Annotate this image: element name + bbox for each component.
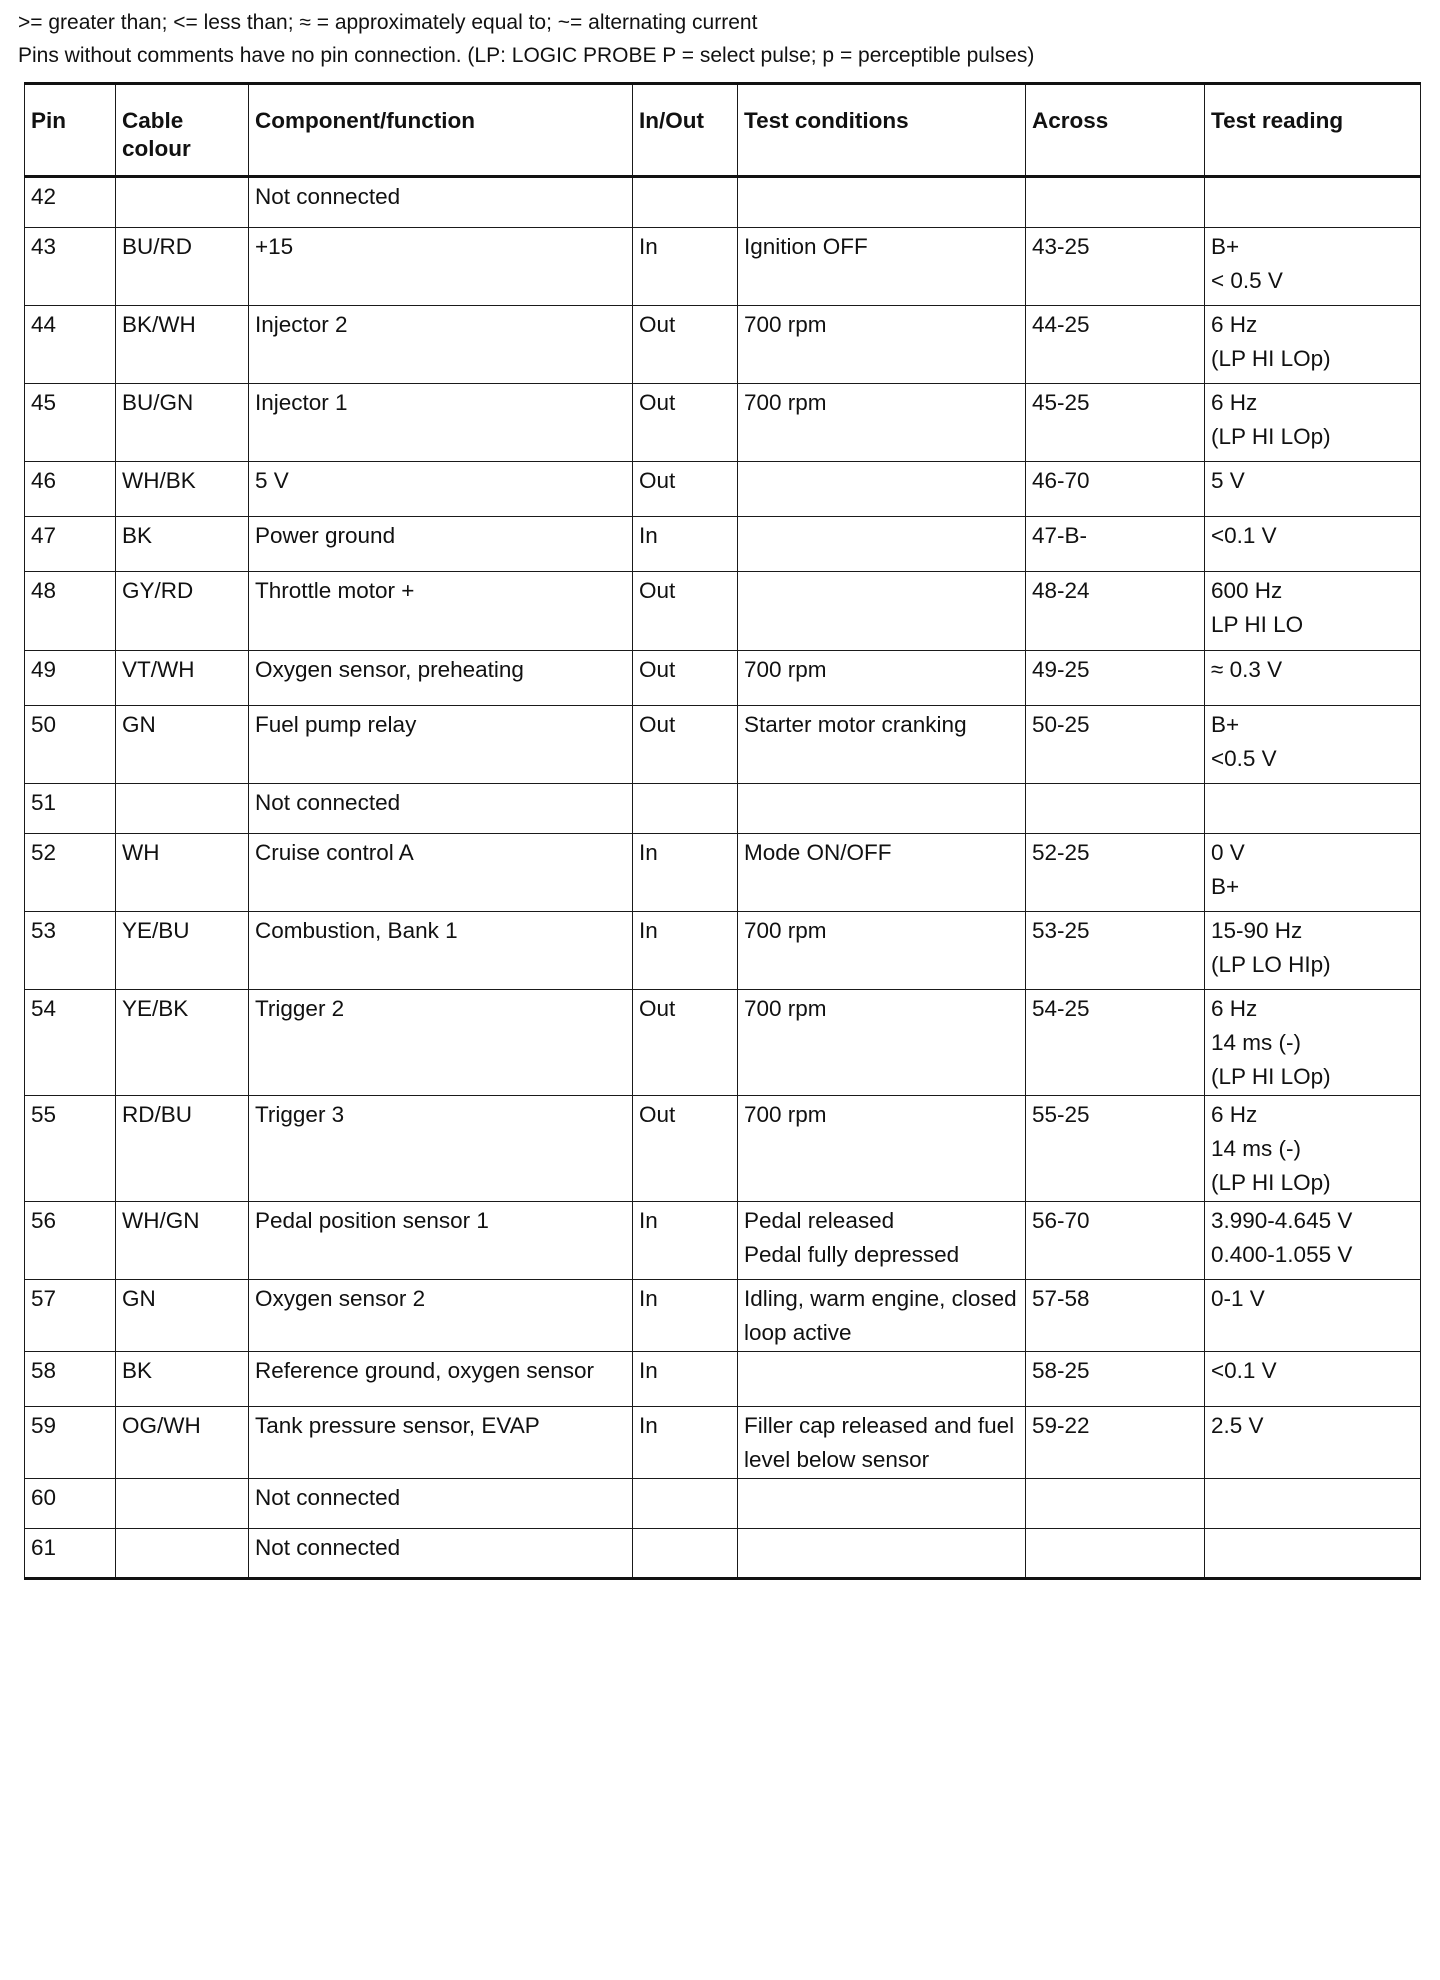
cell-test-conditions	[738, 784, 1026, 834]
cell-pin: 48	[25, 572, 116, 651]
cell-pin: 52	[25, 834, 116, 912]
cell-test-conditions	[738, 834, 1026, 912]
cell-in-out: Out	[633, 1096, 738, 1202]
cell-test-conditions	[738, 912, 1026, 990]
cell-test-reading	[1205, 1352, 1421, 1407]
cell-across: 59-22	[1026, 1407, 1205, 1479]
cell-cable-colour: GN	[116, 706, 249, 784]
cell-test-reading-line: 5 V	[1211, 468, 1245, 493]
cell-test-conditions-line: 700 rpm	[744, 918, 827, 943]
cell-in-out: Out	[633, 990, 738, 1096]
cell-test-reading-line: (LP HI LOp)	[1211, 1064, 1331, 1089]
cell-test-reading-line: 14 ms (-)	[1211, 1030, 1301, 1055]
table-row	[25, 177, 1421, 228]
cell-in-out: In	[633, 834, 738, 912]
cell-cable-colour	[116, 177, 249, 228]
cell-pin: 42	[25, 177, 116, 228]
cell-cable-colour: WH/GN	[116, 1202, 249, 1280]
cell-in-out: Out	[633, 572, 738, 651]
cell-cable-colour: BK	[116, 1352, 249, 1407]
cell-across: 45-25	[1026, 384, 1205, 462]
cell-across: 49-25	[1026, 651, 1205, 706]
cell-pin: 50	[25, 706, 116, 784]
cell-test-reading	[1205, 784, 1421, 834]
cell-across	[1026, 177, 1205, 228]
cell-across	[1026, 1479, 1205, 1529]
cell-cable-colour: BU/GN	[116, 384, 249, 462]
cell-across	[1026, 784, 1205, 834]
cell-cable-colour	[116, 1479, 249, 1529]
header-cable-colour: Cable colour	[116, 84, 249, 177]
cell-across: 50-25	[1026, 706, 1205, 784]
cell-test-reading	[1205, 1529, 1421, 1579]
cell-test-reading-line: LP HI LO	[1211, 612, 1304, 637]
cell-component: Combustion, Bank 1	[249, 912, 633, 990]
cell-test-reading-line: 6 Hz	[1211, 996, 1258, 1021]
cell-test-conditions	[738, 1529, 1026, 1579]
table-row	[25, 1352, 1421, 1407]
cell-component: 5 V	[249, 462, 633, 517]
table-row	[25, 912, 1421, 990]
cell-test-reading-line: B+	[1211, 874, 1240, 899]
cell-across: 53-25	[1026, 912, 1205, 990]
legend-abbreviations: >= greater than; <= less than; ≈ = approximately equal to; ~= alternating current	[18, 11, 758, 34]
cell-across: 56-70	[1026, 1202, 1205, 1280]
cell-cable-colour: VT/WH	[116, 651, 249, 706]
cell-test-conditions-line: 700 rpm	[744, 657, 827, 682]
cell-component: Reference ground, oxygen sensor	[249, 1352, 633, 1407]
cell-test-conditions-line: Mode ON/OFF	[744, 840, 892, 865]
cell-component: Throttle motor +	[249, 572, 633, 651]
table-row	[25, 517, 1421, 572]
cell-pin: 57	[25, 1280, 116, 1352]
cell-in-out	[633, 784, 738, 834]
cell-component: Pedal position sensor 1	[249, 1202, 633, 1280]
cell-across: 43-25	[1026, 228, 1205, 306]
cell-test-reading-line: (LP HI LOp)	[1211, 346, 1331, 371]
header-test-conditions: Test conditions	[738, 84, 1026, 177]
cell-test-reading	[1205, 1479, 1421, 1529]
cell-pin: 43	[25, 228, 116, 306]
cell-test-conditions-line: 700 rpm	[744, 312, 827, 337]
pin-table	[24, 82, 1421, 1580]
cell-pin: 53	[25, 912, 116, 990]
cell-test-conditions	[738, 1280, 1026, 1352]
cell-cable-colour: YE/BU	[116, 912, 249, 990]
cell-pin: 59	[25, 1407, 116, 1479]
cell-test-reading	[1205, 706, 1421, 784]
cell-pin: 44	[25, 306, 116, 384]
header-in-out: In/Out	[633, 84, 738, 177]
cell-pin: 61	[25, 1529, 116, 1579]
cell-component: Oxygen sensor, preheating	[249, 651, 633, 706]
cell-in-out: Out	[633, 306, 738, 384]
cell-test-reading	[1205, 177, 1421, 228]
cell-in-out: In	[633, 1352, 738, 1407]
legend	[18, 6, 1418, 72]
cell-across	[1026, 1529, 1205, 1579]
cell-test-conditions	[738, 384, 1026, 462]
table-row	[25, 1407, 1421, 1479]
cell-test-reading-line: 3.990-4.645 V	[1211, 1208, 1353, 1233]
cell-across: 48-24	[1026, 572, 1205, 651]
cell-component: Oxygen sensor 2	[249, 1280, 633, 1352]
cell-in-out: Out	[633, 384, 738, 462]
table-row	[25, 990, 1421, 1096]
cell-across: 44-25	[1026, 306, 1205, 384]
cell-pin: 55	[25, 1096, 116, 1202]
cell-cable-colour	[116, 1529, 249, 1579]
cell-component: Cruise control A	[249, 834, 633, 912]
cell-in-out: Out	[633, 706, 738, 784]
table-row	[25, 1202, 1421, 1280]
header-test-reading: Test reading	[1205, 84, 1421, 177]
pin-table-header	[25, 84, 1421, 177]
table-row	[25, 651, 1421, 706]
cell-in-out	[633, 1529, 738, 1579]
cell-test-conditions	[738, 462, 1026, 517]
cell-test-reading	[1205, 990, 1421, 1096]
cell-test-reading-line: 0 V	[1211, 840, 1245, 865]
cell-component: Not connected	[249, 177, 633, 228]
cell-cable-colour: GY/RD	[116, 572, 249, 651]
cell-test-conditions-line: Ignition OFF	[744, 234, 868, 259]
cell-across: 46-70	[1026, 462, 1205, 517]
header-component: Component/function	[249, 84, 633, 177]
cell-component: Injector 2	[249, 306, 633, 384]
cell-across: 57-58	[1026, 1280, 1205, 1352]
cell-in-out: In	[633, 517, 738, 572]
cell-test-reading	[1205, 1096, 1421, 1202]
cell-in-out	[633, 1479, 738, 1529]
cell-cable-colour: BU/RD	[116, 228, 249, 306]
cell-test-reading	[1205, 912, 1421, 990]
table-row	[25, 834, 1421, 912]
cell-test-reading-line: (LP LO HIp)	[1211, 952, 1331, 977]
cell-test-reading-line: 14 ms (-)	[1211, 1136, 1301, 1161]
cell-in-out: In	[633, 1407, 738, 1479]
table-row	[25, 384, 1421, 462]
cell-pin: 46	[25, 462, 116, 517]
cell-test-reading-line: 2.5 V	[1211, 1413, 1264, 1438]
cell-in-out: In	[633, 1280, 738, 1352]
cell-test-conditions	[738, 228, 1026, 306]
cell-test-reading-line: 600 Hz	[1211, 578, 1283, 603]
cell-component: Fuel pump relay	[249, 706, 633, 784]
cell-pin: 47	[25, 517, 116, 572]
cell-test-reading-line: 6 Hz	[1211, 390, 1258, 415]
table-row	[25, 306, 1421, 384]
cell-test-reading-line: <0.5 V	[1211, 746, 1277, 771]
cell-test-conditions	[738, 706, 1026, 784]
cell-component: +15	[249, 228, 633, 306]
cell-test-reading	[1205, 834, 1421, 912]
cell-cable-colour: GN	[116, 1280, 249, 1352]
cell-test-conditions	[738, 1202, 1026, 1280]
cell-pin: 51	[25, 784, 116, 834]
cell-component: Trigger 2	[249, 990, 633, 1096]
header-pin: Pin	[25, 84, 116, 177]
cell-test-reading	[1205, 1202, 1421, 1280]
cell-component: Injector 1	[249, 384, 633, 462]
cell-cable-colour: RD/BU	[116, 1096, 249, 1202]
cell-test-conditions	[738, 517, 1026, 572]
cell-test-reading	[1205, 384, 1421, 462]
cell-across: 52-25	[1026, 834, 1205, 912]
cell-test-reading-line: B+	[1211, 712, 1240, 737]
cell-component: Tank pressure sensor, EVAP	[249, 1407, 633, 1479]
cell-test-reading-line: 15-90 Hz	[1211, 918, 1303, 943]
cell-cable-colour: BK	[116, 517, 249, 572]
cell-test-reading-line: 6 Hz	[1211, 1102, 1258, 1127]
cell-test-conditions	[738, 990, 1026, 1096]
cell-pin: 60	[25, 1479, 116, 1529]
cell-test-reading	[1205, 572, 1421, 651]
cell-test-reading-line: <0.1 V	[1211, 523, 1277, 548]
cell-component: Trigger 3	[249, 1096, 633, 1202]
cell-test-conditions	[738, 177, 1026, 228]
cell-test-conditions	[738, 306, 1026, 384]
cell-component: Not connected	[249, 1529, 633, 1579]
table-row	[25, 784, 1421, 834]
table-row	[25, 1479, 1421, 1529]
cell-across: 55-25	[1026, 1096, 1205, 1202]
cell-across: 47-B-	[1026, 517, 1205, 572]
cell-test-conditions-line: Pedal released	[744, 1208, 895, 1233]
cell-test-conditions-line: 700 rpm	[744, 1102, 827, 1127]
header-row	[25, 84, 1421, 177]
cell-test-reading	[1205, 517, 1421, 572]
table-row	[25, 1280, 1421, 1352]
cell-component: Power ground	[249, 517, 633, 572]
cell-test-reading-line: (LP HI LOp)	[1211, 1170, 1331, 1195]
cell-component: Not connected	[249, 784, 633, 834]
cell-test-conditions-line: Starter motor cranking	[744, 712, 967, 737]
cell-in-out: Out	[633, 651, 738, 706]
cell-pin: 58	[25, 1352, 116, 1407]
cell-test-reading-line: B+	[1211, 234, 1240, 259]
cell-in-out: In	[633, 912, 738, 990]
cell-test-reading-line: ≈ 0.3 V	[1211, 657, 1283, 682]
cell-test-conditions	[738, 1479, 1026, 1529]
table-row	[25, 572, 1421, 651]
cell-component: Not connected	[249, 1479, 633, 1529]
pin-table-body	[25, 177, 1421, 1579]
cell-across: 54-25	[1026, 990, 1205, 1096]
cell-test-conditions-line: Pedal fully depressed	[744, 1242, 960, 1267]
cell-test-conditions-line: 700 rpm	[744, 390, 827, 415]
cell-cable-colour	[116, 784, 249, 834]
cell-test-conditions	[738, 572, 1026, 651]
cell-test-conditions	[738, 1352, 1026, 1407]
cell-in-out	[633, 177, 738, 228]
cell-cable-colour: OG/WH	[116, 1407, 249, 1479]
cell-test-conditions	[738, 1407, 1026, 1479]
cell-test-reading-line: (LP HI LOp)	[1211, 424, 1331, 449]
cell-pin: 54	[25, 990, 116, 1096]
table-row	[25, 706, 1421, 784]
table-row	[25, 228, 1421, 306]
cell-test-reading-line: 6 Hz	[1211, 312, 1258, 337]
cell-pin: 56	[25, 1202, 116, 1280]
cell-test-reading	[1205, 651, 1421, 706]
cell-test-conditions-line: Idling, warm engine, closed loop active	[744, 1286, 1017, 1345]
cell-test-conditions-line: 700 rpm	[744, 996, 827, 1021]
cell-test-reading	[1205, 1280, 1421, 1352]
cell-test-conditions	[738, 651, 1026, 706]
cell-test-reading	[1205, 1407, 1421, 1479]
cell-test-conditions-line: Filler cap released and fuel level below sensor	[744, 1413, 1015, 1472]
header-across: Across	[1026, 84, 1205, 177]
table-row	[25, 462, 1421, 517]
cell-test-conditions	[738, 1096, 1026, 1202]
cell-across: 58-25	[1026, 1352, 1205, 1407]
cell-in-out: In	[633, 228, 738, 306]
cell-pin: 45	[25, 384, 116, 462]
cell-in-out: In	[633, 1202, 738, 1280]
cell-test-reading-line: 0.400-1.055 V	[1211, 1242, 1353, 1267]
cell-cable-colour: WH/BK	[116, 462, 249, 517]
table-row	[25, 1529, 1421, 1579]
cell-test-reading	[1205, 462, 1421, 517]
cell-test-reading	[1205, 228, 1421, 306]
table-row	[25, 1096, 1421, 1202]
cell-cable-colour: BK/WH	[116, 306, 249, 384]
cell-test-reading-line: 0-1 V	[1211, 1286, 1265, 1311]
cell-test-reading-line: < 0.5 V	[1211, 268, 1283, 293]
legend-pin-note: Pins without comments have no pin connection. (LP: LOGIC PROBE P = select pulse; p = perceptible pulses)	[18, 44, 1035, 67]
cell-test-reading-line: <0.1 V	[1211, 1358, 1277, 1383]
cell-test-reading	[1205, 306, 1421, 384]
cell-pin: 49	[25, 651, 116, 706]
cell-in-out: Out	[633, 462, 738, 517]
cell-cable-colour: WH	[116, 834, 249, 912]
cell-cable-colour: YE/BK	[116, 990, 249, 1096]
